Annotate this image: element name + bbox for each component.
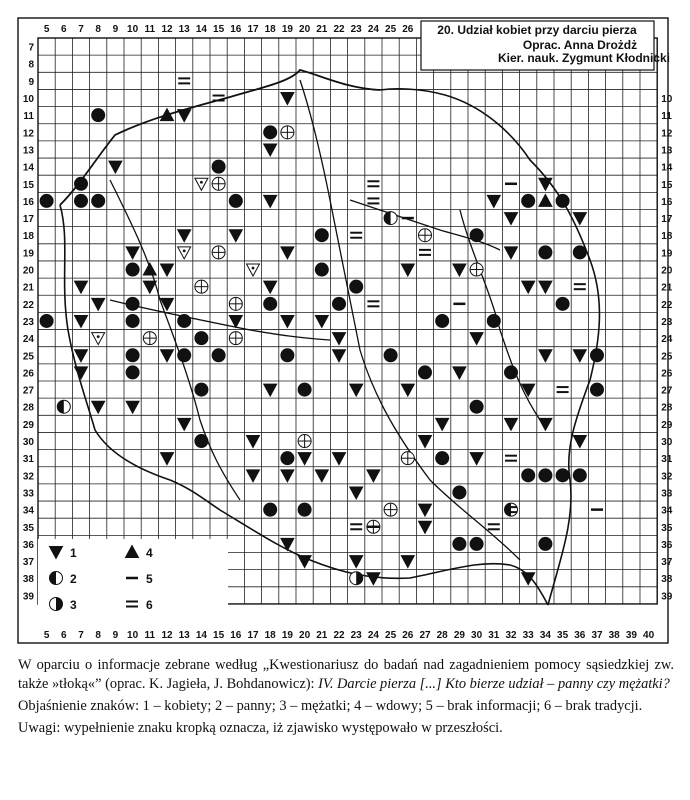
right-tick-label: 32	[661, 471, 673, 483]
map-symbol	[75, 315, 88, 327]
map-symbol	[92, 194, 105, 207]
caption-paragraph-1	[18, 656, 674, 694]
left-tick-label: 30	[22, 437, 34, 449]
map-symbol	[573, 350, 586, 362]
map-symbol	[247, 470, 260, 482]
bottom-tick-label: 15	[213, 630, 225, 641]
map-symbol	[350, 556, 363, 568]
map-symbol	[75, 177, 88, 190]
map-symbol	[436, 452, 449, 465]
right-tick-label: 30	[661, 437, 673, 449]
map-symbol	[436, 314, 449, 327]
top-tick-label: 10	[127, 24, 139, 35]
map-symbol	[40, 314, 53, 327]
caption-paragraph-2: Objaśnienie znaków: 1 – kobiety; 2 – panny; 3 – mężatki; 4 – wdowy; 5 – brak informacji; 6 – brak tradycji.	[18, 698, 643, 714]
map-symbol	[281, 349, 294, 362]
map-symbol	[350, 487, 363, 499]
map-symbol	[298, 503, 311, 516]
bottom-tick-label: 33	[522, 630, 534, 641]
map-symbol	[161, 264, 174, 276]
map-symbol	[487, 314, 500, 327]
map-symbol	[419, 366, 432, 379]
map-symbol	[247, 264, 260, 276]
top-tick-label: 6	[61, 24, 67, 35]
map-symbol	[92, 109, 105, 122]
left-tick-label: 19	[22, 248, 34, 260]
map-symbol	[470, 453, 483, 465]
map-symbol	[195, 383, 208, 396]
map-symbol	[539, 418, 552, 430]
bottom-tick-label: 32	[505, 630, 517, 641]
left-tick-label: 9	[28, 76, 34, 88]
map-symbol	[281, 247, 294, 259]
map-symbol	[505, 247, 518, 259]
map-symbol	[126, 297, 139, 310]
left-tick-label: 38	[22, 574, 34, 586]
map-symbol	[40, 194, 53, 207]
bottom-tick-label: 20	[299, 630, 311, 641]
left-tick-label: 15	[22, 179, 34, 191]
left-tick-label: 31	[22, 454, 34, 466]
right-tick-label: 37	[661, 557, 673, 569]
map-symbol	[126, 314, 139, 327]
past-dot	[183, 249, 186, 252]
left-tick-label: 12	[22, 128, 34, 140]
left-tick-label: 23	[22, 316, 34, 328]
map-symbol	[539, 194, 552, 206]
legend-label: 2	[70, 572, 77, 586]
left-tick-label: 14	[22, 162, 34, 174]
top-tick-label: 24	[367, 24, 379, 35]
bottom-tick-label: 29	[453, 630, 465, 641]
top-tick-label: 11	[144, 24, 156, 35]
left-tick-label: 33	[22, 488, 34, 500]
map-symbol	[264, 144, 277, 156]
map-symbol	[591, 383, 604, 396]
left-tick-label: 7	[28, 42, 34, 54]
left-tick-label: 11	[23, 111, 34, 123]
bottom-tick-label: 26	[402, 630, 414, 641]
left-tick-label: 34	[22, 505, 34, 517]
map-symbol	[126, 247, 139, 259]
bottom-tick-label: 21	[316, 630, 328, 641]
bottom-tick-label: 12	[161, 630, 173, 641]
map-symbol	[453, 537, 466, 550]
bottom-tick-label: 30	[471, 630, 483, 641]
map-symbol	[75, 367, 88, 379]
bottom-tick-label: 8	[95, 630, 101, 641]
map-symbol	[178, 418, 191, 430]
map-symbol	[161, 109, 174, 121]
right-tick-label: 27	[661, 385, 673, 397]
map-symbol	[264, 281, 277, 293]
right-tick-label: 18	[661, 231, 673, 243]
map-symbol	[281, 452, 294, 465]
top-tick-label: 8	[95, 24, 101, 35]
top-tick-label: 15	[213, 24, 225, 35]
right-tick-label: 23	[661, 316, 673, 328]
left-tick-label: 25	[22, 351, 34, 363]
past-dot	[252, 267, 255, 270]
map-symbol	[281, 470, 294, 482]
legend-label: 1	[70, 546, 77, 560]
map-symbol	[522, 573, 535, 585]
map-symbol	[573, 246, 586, 259]
bottom-tick-label: 16	[230, 630, 242, 641]
top-tick-label: 21	[316, 24, 328, 35]
right-tick-label: 20	[661, 265, 673, 277]
bottom-tick-label: 31	[488, 630, 500, 641]
map-symbol	[453, 264, 466, 276]
map-symbol	[401, 556, 414, 568]
top-tick-label: 16	[230, 24, 242, 35]
top-tick-label: 25	[385, 24, 397, 35]
map-symbol	[470, 333, 483, 345]
half-fill	[57, 400, 63, 413]
map-symbol	[75, 281, 88, 293]
top-tick-label: 23	[350, 24, 362, 35]
left-tick-label: 27	[22, 385, 34, 397]
top-tick-label: 13	[178, 24, 190, 35]
map-symbol	[470, 537, 483, 550]
caption-source-text: W oparciu o informacje zebrane według „Kwestionariusz do badań nad zagadnieniem pomocy sąsiedzkiej zw. także »tłoką«” (oprac. K. Jagieła, J. Bohdanowicz):	[18, 657, 674, 692]
right-tick-label: 17	[661, 214, 673, 226]
left-tick-label: 24	[22, 334, 34, 346]
bottom-tick-label: 22	[333, 630, 345, 641]
bottom-tick-label: 39	[625, 630, 637, 641]
right-tick-label: 36	[661, 539, 673, 551]
right-tick-label: 39	[661, 591, 673, 603]
bottom-tick-label: 28	[436, 630, 448, 641]
map-symbol	[126, 366, 139, 379]
bottom-tick-label: 10	[127, 630, 139, 641]
bottom-tick-label: 24	[367, 630, 379, 641]
top-tick-label: 7	[78, 24, 84, 35]
left-tick-label: 17	[22, 214, 34, 226]
map-symbol	[143, 263, 156, 275]
map-symbol	[333, 453, 346, 465]
legend-label: 6	[146, 598, 153, 612]
top-tick-label: 22	[333, 24, 345, 35]
map-symbol	[333, 297, 346, 310]
southern-border	[310, 560, 548, 605]
top-tick-label: 26	[402, 24, 414, 35]
past-dot	[97, 335, 100, 338]
right-tick-label: 13	[661, 145, 673, 157]
bottom-tick-label: 25	[385, 630, 397, 641]
map-symbol	[487, 195, 500, 207]
map-symbol	[195, 178, 208, 190]
left-tick-label: 21	[22, 282, 34, 294]
map-symbol	[419, 436, 432, 448]
map-symbol	[539, 281, 552, 293]
bottom-tick-label: 34	[539, 630, 551, 641]
map-symbol	[264, 126, 277, 139]
right-tick-label: 25	[661, 351, 673, 363]
legend-label: 5	[146, 572, 153, 586]
left-tick-label: 36	[22, 539, 34, 551]
map-symbol	[350, 384, 363, 396]
map-symbol	[281, 93, 294, 105]
map-symbol	[92, 333, 105, 345]
left-tick-label: 8	[28, 59, 34, 71]
map-symbol	[367, 470, 380, 482]
left-tick-label: 39	[22, 591, 34, 603]
map-symbol	[539, 469, 552, 482]
right-tick-label: 34	[661, 505, 673, 517]
caption-paragraph-3: Uwagi: wypełnienie znaku kropką oznacza, iż zjawisko występowało w przeszłości.	[18, 720, 503, 736]
bottom-tick-label: 6	[61, 630, 67, 641]
left-tick-label: 22	[22, 299, 34, 311]
map-symbol	[178, 349, 191, 362]
half-fill	[384, 212, 390, 225]
past-dot	[200, 181, 203, 184]
map-symbol	[367, 573, 380, 585]
map-symbol	[212, 349, 225, 362]
left-tick-label: 32	[22, 471, 34, 483]
map-symbol	[298, 453, 311, 465]
right-tick-label: 38	[661, 574, 673, 586]
map-symbol	[522, 469, 535, 482]
top-tick-label: 18	[264, 24, 276, 35]
bottom-tick-label: 36	[574, 630, 586, 641]
map-symbol	[264, 297, 277, 310]
map-symbol	[212, 160, 225, 173]
map-symbol	[539, 350, 552, 362]
bottom-tick-label: 13	[178, 630, 190, 641]
left-tick-label: 35	[22, 522, 34, 534]
map-symbol	[419, 521, 432, 533]
map-symbol	[419, 504, 432, 516]
map-symbol	[161, 298, 174, 310]
right-tick-label: 11	[661, 111, 672, 123]
map-symbol	[333, 333, 346, 345]
right-tick-label: 28	[661, 402, 673, 414]
left-tick-label: 18	[22, 231, 34, 243]
map-symbol	[591, 349, 604, 362]
map-symbol	[522, 281, 535, 293]
map-symbol	[522, 194, 535, 207]
bottom-tick-label: 5	[43, 630, 50, 641]
right-tick-label: 21	[661, 282, 673, 294]
right-tick-label: 14	[661, 162, 673, 174]
map-author: Oprac. Anna Drożdż	[522, 38, 638, 52]
map-title: 20. Udział kobiet przy darciu pierza	[437, 23, 637, 37]
map-symbol	[401, 384, 414, 396]
caption	[18, 656, 674, 741]
bottom-tick-label: 11	[144, 630, 156, 641]
map-symbol	[315, 470, 328, 482]
map-symbol	[298, 556, 311, 568]
map-symbol	[505, 418, 518, 430]
bottom-tick-label: 7	[78, 630, 84, 641]
left-tick-label: 20	[22, 265, 34, 277]
bottom-tick-label: 38	[608, 630, 620, 641]
left-tick-label: 26	[22, 368, 34, 380]
left-tick-label: 29	[22, 419, 34, 431]
map-symbol	[178, 230, 191, 242]
bottom-tick-label: 37	[591, 630, 603, 641]
map-supervisor: Kier. nauk. Zygmunt Kłodnicki	[497, 51, 671, 65]
map-symbol	[470, 229, 483, 242]
right-tick-label: 26	[661, 368, 673, 380]
map-symbol	[470, 400, 483, 413]
map-symbol	[436, 418, 449, 430]
bottom-tick-label: 14	[195, 630, 207, 641]
map-symbol	[178, 247, 191, 259]
top-tick-label: 12	[161, 24, 173, 35]
map-symbol	[333, 350, 346, 362]
map-symbol	[281, 538, 294, 550]
caption-question-text: IV. Darcie pierza [...] Kto bierze udział – panny czy mężatki?	[318, 676, 670, 692]
legend-label: 4	[146, 546, 153, 560]
map-symbol	[453, 367, 466, 379]
map-symbol	[264, 195, 277, 207]
left-tick-label: 10	[22, 94, 34, 106]
map-symbol	[264, 384, 277, 396]
bottom-tick-label: 17	[247, 630, 259, 641]
map-symbol	[143, 281, 156, 293]
map-symbol	[92, 298, 105, 310]
right-tick-label: 33	[661, 488, 673, 500]
map-symbol	[195, 332, 208, 345]
bottom-tick-label: 27	[419, 630, 431, 641]
map-symbol	[350, 280, 363, 293]
map-symbol	[573, 469, 586, 482]
map-symbol	[573, 213, 586, 225]
top-tick-label: 19	[281, 24, 293, 35]
map-symbol	[195, 435, 208, 448]
right-tick-label: 29	[661, 419, 673, 431]
map-symbol	[539, 246, 552, 259]
half-fill	[356, 572, 363, 585]
bottom-tick-label: 19	[281, 630, 293, 641]
map-symbol	[75, 350, 88, 362]
right-tick-label: 12	[661, 128, 673, 140]
map-symbol	[178, 314, 191, 327]
left-tick-label: 16	[22, 196, 34, 208]
bottom-tick-label: 23	[350, 630, 362, 641]
bottom-tick-label: 9	[112, 630, 119, 641]
right-tick-label: 10	[661, 94, 673, 106]
right-tick-label: 31	[661, 454, 673, 466]
right-tick-label: 35	[661, 522, 673, 534]
map-symbol	[247, 436, 260, 448]
top-tick-label: 20	[299, 24, 311, 35]
river-warta	[110, 300, 330, 340]
map-symbol	[126, 349, 139, 362]
right-tick-label: 24	[661, 334, 673, 346]
map-symbol	[109, 161, 122, 173]
map-symbol	[281, 315, 294, 327]
half-fill	[505, 503, 512, 516]
map-symbol	[92, 401, 105, 413]
map-symbol	[264, 503, 277, 516]
right-tick-label: 19	[661, 248, 673, 260]
map-symbol	[126, 263, 139, 276]
right-tick-label: 15	[661, 179, 673, 191]
map-symbol	[384, 349, 397, 362]
map-symbol	[401, 264, 414, 276]
map-symbol	[315, 263, 328, 276]
left-tick-label: 28	[22, 402, 34, 414]
map-symbol	[556, 194, 569, 207]
right-tick-label: 16	[661, 196, 673, 208]
map-symbol	[505, 366, 518, 379]
map-symbol	[75, 194, 88, 207]
bottom-tick-label: 18	[264, 630, 276, 641]
map-symbol	[229, 194, 242, 207]
map-symbols	[40, 78, 603, 584]
bottom-tick-label: 40	[643, 630, 655, 641]
top-tick-label: 14	[195, 24, 207, 35]
map-symbol	[315, 229, 328, 242]
river-narew	[350, 200, 500, 250]
map-symbol	[573, 436, 586, 448]
map-symbol	[229, 230, 242, 242]
left-tick-label: 37	[22, 557, 34, 569]
top-tick-label: 17	[247, 24, 259, 35]
map-symbol	[505, 213, 518, 225]
map-symbol	[539, 178, 552, 190]
right-tick-label: 22	[661, 299, 673, 311]
legend-label: 3	[70, 598, 77, 612]
map-symbol	[161, 350, 174, 362]
map-symbol	[298, 383, 311, 396]
map-symbol	[161, 453, 174, 465]
left-tick-label: 13	[22, 145, 34, 157]
top-tick-label: 5	[43, 24, 50, 35]
map-symbol	[453, 486, 466, 499]
map-symbol	[556, 469, 569, 482]
map-symbol	[315, 315, 328, 327]
bottom-tick-label: 35	[557, 630, 569, 641]
map-symbol	[126, 401, 139, 413]
top-tick-label: 9	[112, 24, 119, 35]
river-oder	[110, 180, 240, 500]
map-symbol	[539, 537, 552, 550]
map-symbol	[178, 110, 191, 122]
map-symbol	[556, 297, 569, 310]
